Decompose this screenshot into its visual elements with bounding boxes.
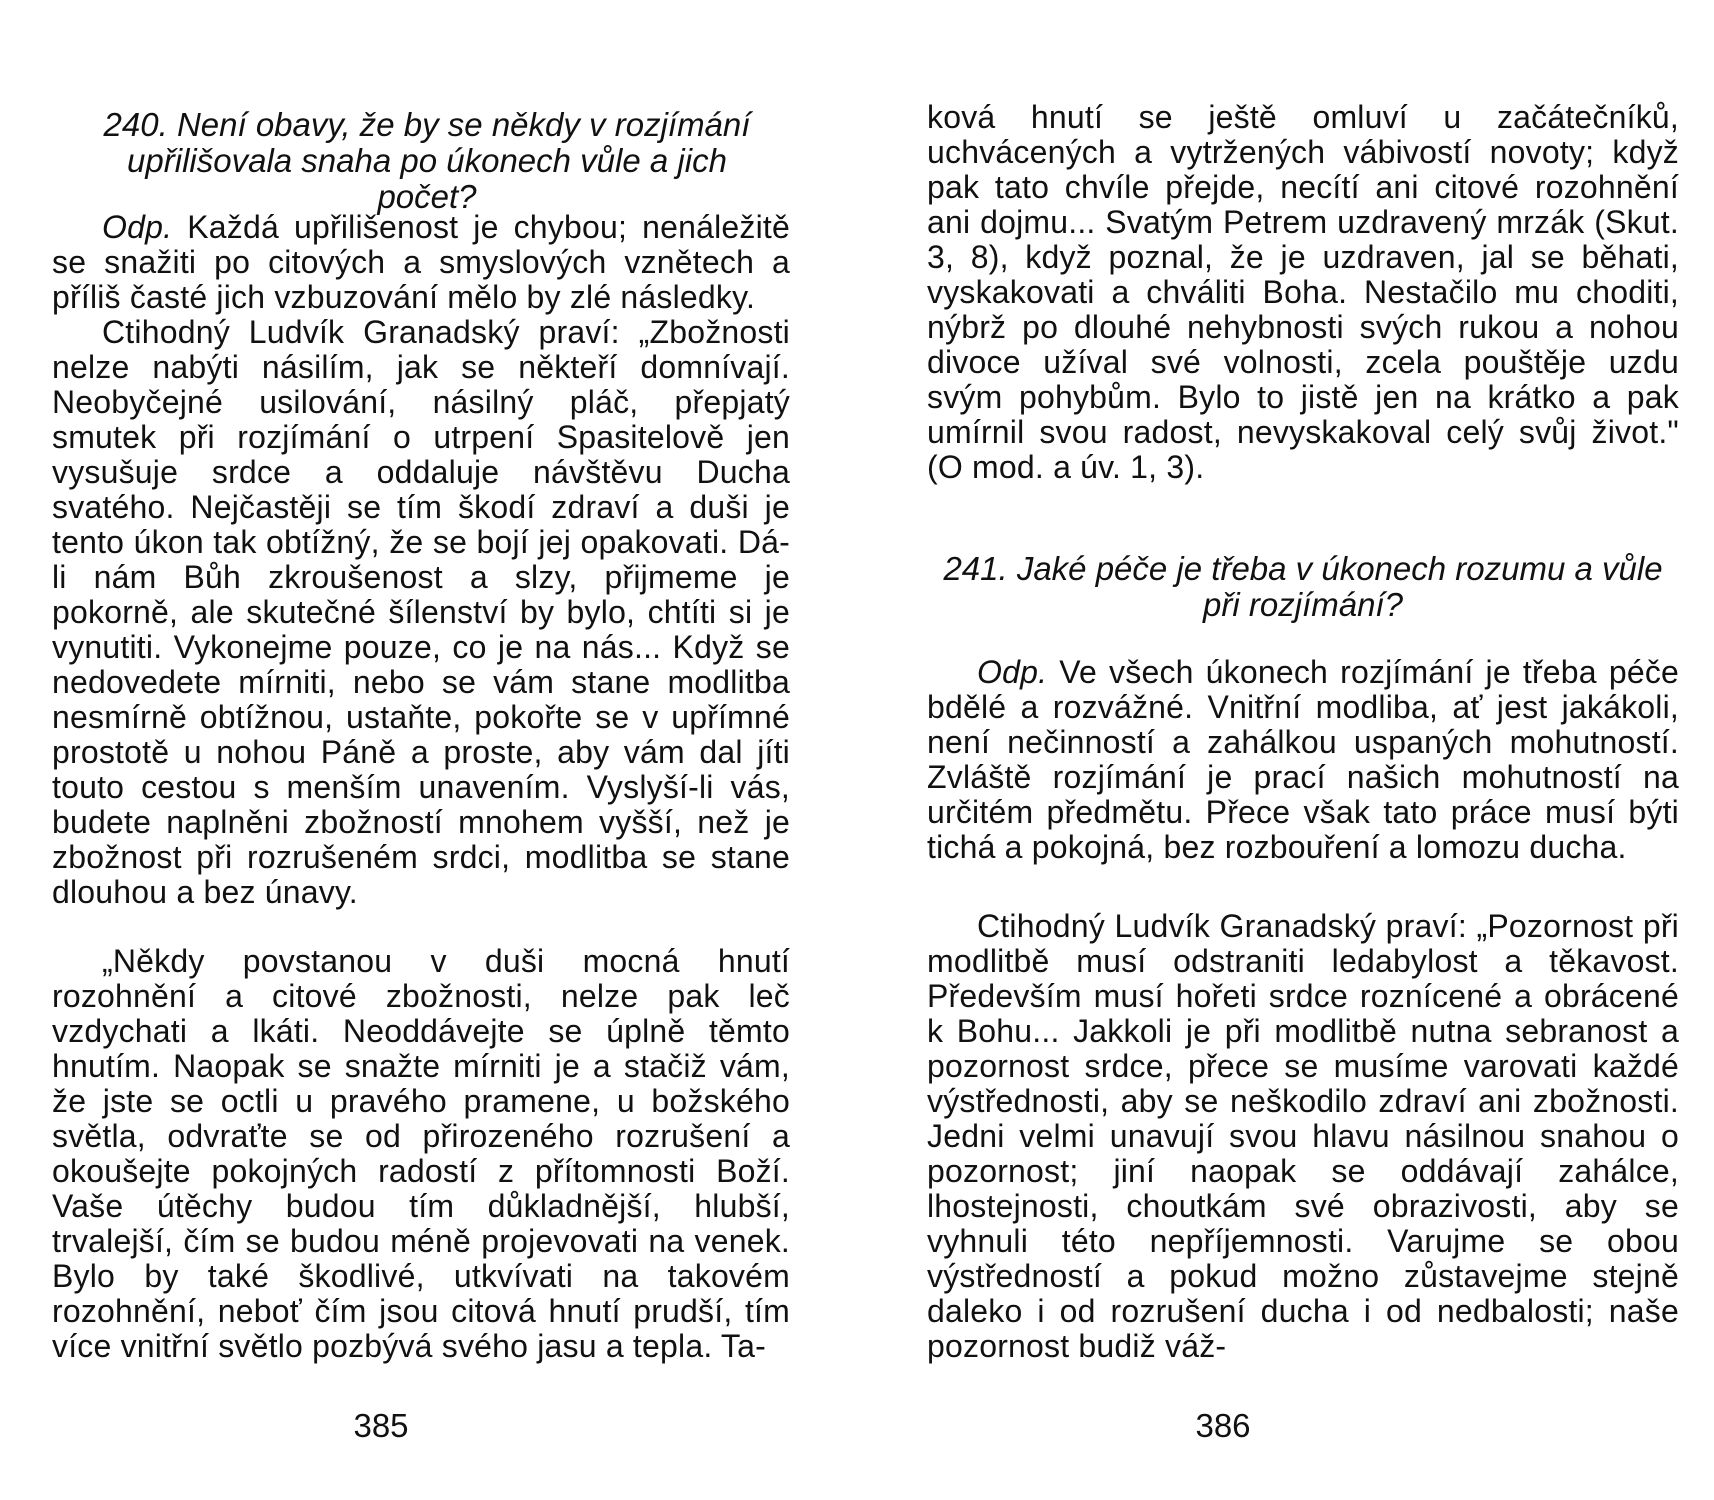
answer-lead: Odp. xyxy=(977,654,1048,690)
answer-text: Ve všech úkonech rozjímání je třeba péče bdělé a rozvážné. Vnitřní modliba, ať jest jakákoli, není nečinností a zahálkou uspaných mohutností. Zvláště rozjímání je prací našich mohutností na určitém předmětu. Přece však tato práce musí býti tichá a pokojná, bez rozbouření a lomozu ducha. xyxy=(927,654,1680,865)
right-page xyxy=(927,0,1679,1500)
page-number: 385 xyxy=(353,1407,409,1444)
answer-241 xyxy=(927,655,1679,865)
left-page xyxy=(52,0,790,1500)
answer-lead: Odp. xyxy=(102,209,173,245)
question-241-heading: 241. Jaké péče je třeba v úkonech rozumu a vůle při rozjímání? xyxy=(943,550,1663,623)
paragraph-emotion-motions: „Někdy povstanou v duši mocná hnutí rozohnění a citové zbožnosti, nelze pak leč vzdychati a lkáti. Neoddávejte se úplně těmto hnutím. Naopak se snažte mírniti je a stačiž vám, že jste se octli u pravého pramene, u božského světla, odvraťte se od přirozeného rozrušení a okoušejte pokojných radostí z přítomnosti Boží. Vaše útěchy budou tím důkladnější, hlubší, trvalejší, čím se budou méně projevovati na venek. Bylo by také škodlivé, utkvívati na takovém rozohnění, neboť čím jsou citová hnutí prudší, tím více vnitřní světlo pozbývá svého jasu a tepla. Ta- xyxy=(52,943,790,1364)
page-number: 386 xyxy=(1195,1407,1251,1444)
paragraph-continuation: ková hnutí se ještě omluví u začátečníků, uchvácených a vytržených vábivostí novoty; když pak tato chvíle přejde, necítí ani citové rozohnění ani dojmu... Svatým Petrem uzdravený mrzák (Skut. 3, 8), když poznal, že je uzdraven, jal se běhati, vyskakovati a chváliti Boha. Nestačilo mu choditi, nýbrž po dlouhé nehybnosti svých rukou a nohou divoce užíval své volnosti, zcela pouštěje uzdu svým pohybům. Bylo to jistě jen na krátko a pak umírnil svou radost, nevyskakoval celý svůj život." (O mod. a úv. 1, 3). xyxy=(927,99,1679,485)
answer-240 xyxy=(52,210,790,315)
paragraph-attention: Ctihodný Ludvík Granadský praví: „Pozornost při modlitbě musí odstraniti ledabylost a těkavost. Především musí hořeti srdce roznícené a obrácené k Bohu... Jakkoli je při modlitbě nutna sebranost a pozornost srdce, přece se musíme varovati každé výstřednosti, aby se neškodilo zdraví ani zbožnosti. Jedni velmi unavují svou hlavu násilnou snahou o pozornost; jiní naopak se oddávají zahálce, lhostejnosti, choutkám své obrazivosti, aby se vyhnuli této nepříjemnosti. Varujme se obou výstředností a pokud možno zůstavejme stejně daleko i od rozrušení ducha i od nedbalosti; naše pozornost budiž váž- xyxy=(927,908,1679,1364)
paragraph-granada-quote: Ctihodný Ludvík Granadský praví: „Zbožnosti nelze nabýti násilím, jak se někteří domnívají. Neobyčejné usilování, násilný pláč, přepjatý smutek při rozjímání o utrpení Spasitelově jen vysušuje srdce a oddaluje návštěvu Ducha svatého. Nejčastěji se tím škodí zdraví a duši je tento úkon tak obtížný, že se bojí jej opakovati. Dá-li nám Bůh zkroušenost a slzy, přijmeme je pokorně, ale skutečné šílenství by bylo, chtíti si je vynutiti. Vykonejme pouze, co je na nás... Když se nedovedete mírniti, nebo se vám stane modlitba nesmírně obtížnou, ustaňte, pokořte se v upřímné prostotě u nohou Páně a proste, aby vám dal jíti touto cestou s menším unavením. Vyslyší-li vás, budete naplněni zbožností mnohem vyšší, než je zbožnost při rozrušeném srdci, modlitba se stane dlouhou a bez únavy. xyxy=(52,314,790,910)
answer-text: Každá upřilišenost je chybou; nenáležitě se snažiti po citových a smyslových vznětech a příliš časté jich vzbuzování mělo by zlé následky. xyxy=(52,209,790,315)
question-240-heading: 240. Není obavy, že by se někdy v rozjímání upřilišovala snaha po úkonech vůle a jich počet? xyxy=(103,106,751,215)
